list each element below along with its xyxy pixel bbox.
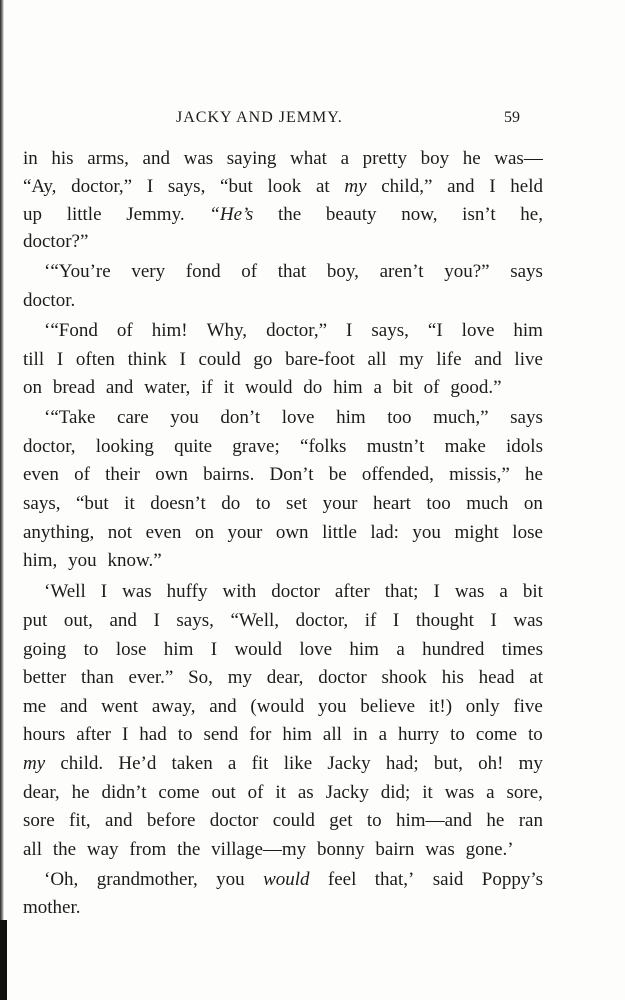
- word: all: [367, 349, 387, 370]
- word: I: [433, 581, 440, 602]
- word: doesn’t: [150, 493, 206, 514]
- word: know.”: [107, 550, 162, 571]
- word: him!: [151, 320, 188, 341]
- word: was: [122, 581, 152, 602]
- page-number: 59: [504, 109, 520, 126]
- word: and: [474, 349, 502, 370]
- word: and: [142, 148, 170, 169]
- word: it!): [428, 696, 453, 717]
- word: held: [510, 176, 543, 197]
- word: him: [282, 724, 312, 745]
- word: doctor,”: [266, 320, 328, 341]
- word: often: [75, 349, 115, 370]
- word: ‘“Take: [44, 407, 96, 428]
- word: than: [81, 667, 114, 688]
- word: looking: [95, 436, 154, 457]
- word: did;: [380, 782, 411, 803]
- word: you: [216, 869, 245, 890]
- word-italic: would: [263, 869, 310, 890]
- word: going: [23, 639, 67, 660]
- word: “Well,: [230, 610, 280, 631]
- word: think: [127, 349, 167, 370]
- text-line: [23, 347, 543, 373]
- word: I: [121, 724, 129, 745]
- word: bonny: [316, 839, 365, 860]
- word: “folks: [300, 436, 347, 457]
- word: send: [203, 724, 239, 745]
- word: too: [387, 407, 412, 428]
- word: says,: [23, 493, 61, 514]
- text-line: [23, 751, 543, 777]
- word: dear,: [266, 667, 304, 688]
- word: a: [486, 782, 495, 803]
- word: you: [317, 696, 347, 717]
- word: and: [109, 610, 137, 631]
- word: I: [392, 610, 400, 631]
- word: child,”: [381, 176, 433, 197]
- word: not: [107, 522, 133, 543]
- word: he: [71, 782, 90, 803]
- word: I: [179, 349, 186, 370]
- word: hurry: [398, 724, 440, 745]
- word: love: [461, 320, 495, 341]
- word: a: [227, 753, 237, 774]
- word: boy: [420, 148, 450, 169]
- word: mustn’t: [366, 436, 425, 457]
- word: Poppy’s: [481, 869, 543, 890]
- text-line: [23, 229, 543, 255]
- word: it: [223, 377, 235, 398]
- word: had: [139, 724, 167, 745]
- word: in: [23, 148, 38, 169]
- word: heart: [372, 493, 411, 514]
- word: out,: [63, 610, 93, 631]
- word: for: [249, 724, 272, 745]
- word: he: [524, 464, 543, 485]
- word: He’d: [118, 753, 157, 774]
- word: you?”: [444, 261, 490, 282]
- word: a: [373, 377, 382, 398]
- word: his: [441, 667, 464, 688]
- word: he,: [520, 204, 543, 225]
- word: shook: [381, 667, 427, 688]
- word: “but: [220, 176, 253, 197]
- word: head: [478, 667, 515, 688]
- word: doctor: [271, 581, 320, 602]
- word: better: [23, 667, 67, 688]
- word: feel: [327, 869, 357, 890]
- text-line: [23, 259, 543, 285]
- text-line: [23, 722, 543, 748]
- word: life: [436, 349, 462, 370]
- word: put: [23, 610, 48, 631]
- word: like: [283, 753, 313, 774]
- word: could: [272, 810, 315, 831]
- word: sore: [23, 810, 55, 831]
- word: at: [529, 667, 543, 688]
- word: before: [146, 810, 196, 831]
- word: Jemmy.: [126, 204, 185, 225]
- word: up: [23, 204, 42, 225]
- word: your: [322, 493, 358, 514]
- word: look: [267, 176, 302, 197]
- word: might: [454, 522, 499, 543]
- word: it: [422, 782, 433, 803]
- word: fond: [185, 261, 221, 282]
- word: on: [23, 377, 42, 398]
- text-line: [23, 318, 543, 344]
- word: grave;: [232, 436, 280, 457]
- running-title: JACKY AND JEMMY.: [176, 109, 343, 126]
- word: of: [241, 261, 258, 282]
- word: ‘“Fond: [44, 320, 98, 341]
- word: him: [513, 320, 543, 341]
- word: idols: [506, 436, 543, 457]
- word: was: [513, 610, 543, 631]
- word: with: [222, 581, 257, 602]
- word: of: [423, 377, 440, 398]
- word: Why,: [206, 320, 248, 341]
- word: ran: [518, 810, 543, 831]
- word: the: [277, 204, 302, 225]
- word: believe: [360, 696, 416, 717]
- text-line: [23, 867, 543, 893]
- text-line: [23, 780, 543, 806]
- word: and: [105, 810, 133, 831]
- word: I: [489, 176, 496, 197]
- word: do: [221, 493, 241, 514]
- word: care: [117, 407, 149, 428]
- word: water,: [144, 377, 191, 398]
- word: “but: [75, 493, 109, 514]
- word: ‘Oh,: [44, 869, 79, 890]
- word: after: [76, 724, 112, 745]
- word: come: [475, 724, 518, 745]
- word: bit: [522, 581, 543, 602]
- word: gone.’: [465, 839, 514, 860]
- word: of: [247, 782, 264, 803]
- word: was: [454, 581, 485, 602]
- word: doctor,”: [71, 176, 133, 197]
- word: my: [399, 349, 424, 370]
- word: said: [432, 869, 464, 890]
- word: went: [101, 696, 139, 717]
- word: Jacky: [327, 753, 371, 774]
- word: offended,: [361, 464, 434, 485]
- word: missis,”: [449, 464, 510, 485]
- word: bairn: [375, 839, 415, 860]
- word: in: [352, 724, 368, 745]
- word: “Ay,: [23, 176, 57, 197]
- word: taken: [171, 753, 213, 774]
- word: Don’t: [269, 464, 314, 485]
- text-line: [23, 434, 543, 460]
- word: saying: [226, 148, 277, 169]
- word: all: [322, 724, 342, 745]
- word: Jacky: [325, 782, 369, 803]
- word: says,: [167, 176, 206, 197]
- word: much: [466, 493, 509, 514]
- word: says,: [176, 610, 214, 631]
- word: anything,: [23, 522, 95, 543]
- word: lose: [512, 522, 543, 543]
- word: was: [444, 782, 475, 803]
- word: pretty: [362, 148, 407, 169]
- text-line: [23, 637, 543, 663]
- word: that,’: [374, 869, 415, 890]
- word: love: [281, 407, 315, 428]
- text-line: [23, 895, 543, 921]
- word: sore,: [506, 782, 543, 803]
- text-line: [23, 146, 543, 172]
- word: says: [510, 261, 543, 282]
- text-line: [23, 462, 543, 488]
- text-line: [23, 288, 543, 314]
- word: doctor.: [23, 290, 76, 311]
- word: So,: [188, 667, 213, 688]
- word: would: [244, 377, 293, 398]
- word: and: [105, 377, 134, 398]
- word: arms,: [87, 148, 129, 169]
- word: fit,: [69, 810, 91, 831]
- word: (would: [250, 696, 305, 717]
- word: that: [277, 261, 307, 282]
- word: if: [201, 377, 213, 398]
- word: he: [486, 810, 505, 831]
- word: their: [105, 464, 140, 485]
- word: too: [426, 493, 451, 514]
- word: the: [52, 839, 77, 860]
- word: but,: [433, 753, 463, 774]
- word-italic: “He’s: [209, 204, 254, 225]
- word: now,: [401, 204, 438, 225]
- word: a: [340, 148, 350, 169]
- word: ‘Well: [44, 581, 86, 602]
- word: ‘“You’re: [44, 261, 111, 282]
- word: and: [59, 696, 88, 717]
- text-line: [23, 837, 543, 863]
- text-line: [23, 405, 543, 431]
- page-edge-shadow: [0, 0, 4, 1000]
- word: I: [210, 639, 218, 660]
- word: his: [51, 148, 74, 169]
- word: to: [450, 724, 465, 745]
- word: my: [518, 753, 543, 774]
- word: times: [501, 639, 543, 660]
- word: him: [163, 639, 194, 660]
- word: lose: [115, 639, 147, 660]
- text-line: [23, 608, 543, 634]
- word: hundred: [422, 639, 485, 660]
- word: my: [227, 667, 252, 688]
- word: live: [514, 349, 543, 370]
- word: thought: [415, 610, 474, 631]
- word: love: [299, 639, 333, 660]
- text-line: [23, 491, 543, 517]
- word: bread: [52, 377, 96, 398]
- running-head: [0, 109, 625, 133]
- word: after: [334, 581, 370, 602]
- text-line: [23, 808, 543, 834]
- word: I: [56, 349, 64, 370]
- word: grandmother,: [96, 869, 198, 890]
- word: away,: [151, 696, 196, 717]
- word: was: [425, 839, 455, 860]
- word: all: [23, 839, 42, 860]
- word: go: [253, 349, 273, 370]
- word: could: [198, 349, 241, 370]
- word-italic: my: [344, 176, 367, 197]
- word: he: [462, 148, 481, 169]
- word: didn’t: [101, 782, 147, 803]
- word: on: [523, 493, 543, 514]
- word: own: [275, 522, 309, 543]
- text-line: [23, 202, 543, 228]
- word: of: [74, 464, 90, 485]
- word: to: [83, 639, 99, 660]
- word: says: [510, 407, 543, 428]
- word: if: [364, 610, 377, 631]
- word: even: [23, 464, 59, 485]
- word: huffy: [166, 581, 208, 602]
- word: quite: [174, 436, 213, 457]
- word: aren’t: [379, 261, 424, 282]
- word: own: [155, 464, 188, 485]
- word: till: [23, 349, 45, 370]
- word: would: [234, 639, 282, 660]
- word: that;: [384, 581, 419, 602]
- word: bairns.: [203, 464, 255, 485]
- text-line: [23, 548, 543, 574]
- word: it: [275, 782, 286, 803]
- word: much,”: [433, 407, 489, 428]
- word: it: [124, 493, 135, 514]
- word: get: [329, 810, 353, 831]
- word: to: [366, 810, 382, 831]
- text-line: [23, 694, 543, 720]
- word: a: [396, 639, 405, 660]
- word: fit: [251, 753, 269, 774]
- word: ever.”: [128, 667, 174, 688]
- text-line: [23, 520, 543, 546]
- word: child.: [60, 753, 104, 774]
- word: don’t: [220, 407, 261, 428]
- word: the: [177, 839, 201, 860]
- word: very: [131, 261, 166, 282]
- word: only: [465, 696, 500, 717]
- word: little: [66, 204, 102, 225]
- text-line: [23, 174, 543, 200]
- word: hours: [23, 724, 66, 745]
- word: and: [209, 696, 237, 717]
- word: to: [255, 493, 271, 514]
- word: him: [333, 377, 363, 398]
- word: dear,: [23, 782, 60, 803]
- word: to: [528, 724, 543, 745]
- word: was—: [494, 148, 543, 169]
- word: doctor: [318, 667, 367, 688]
- word: beauty: [325, 204, 377, 225]
- word: do: [303, 377, 323, 398]
- word: make: [444, 436, 486, 457]
- word: out: [211, 782, 236, 803]
- text-line: [23, 665, 543, 691]
- word: even: [145, 522, 182, 543]
- text-line: [23, 375, 543, 401]
- word: I: [346, 320, 353, 341]
- word: I: [490, 610, 497, 631]
- word: to: [177, 724, 193, 745]
- word: from: [129, 839, 167, 860]
- page-edge-binding: [0, 920, 7, 1000]
- word: doctor: [209, 810, 259, 831]
- word: was: [183, 148, 214, 169]
- word: your: [227, 522, 263, 543]
- word: doctor,: [23, 436, 76, 457]
- word: I: [153, 610, 160, 631]
- word: doctor?”: [23, 231, 89, 252]
- word: a: [378, 724, 388, 745]
- word: him: [336, 407, 366, 428]
- word: you: [68, 550, 97, 571]
- word: had;: [385, 753, 419, 774]
- word: bare-foot: [285, 349, 355, 370]
- word: what: [290, 148, 327, 169]
- word-italic: my: [23, 753, 46, 774]
- word: isn’t: [462, 204, 496, 225]
- word: boy,: [326, 261, 359, 282]
- word: come: [158, 782, 200, 803]
- word: me: [23, 696, 47, 717]
- word: him: [349, 639, 379, 660]
- word: you: [412, 522, 441, 543]
- word: oh!: [478, 753, 504, 774]
- word: of: [116, 320, 133, 341]
- word: says,: [371, 320, 409, 341]
- word: him,: [23, 550, 58, 571]
- word: a: [499, 581, 508, 602]
- word: mother.: [23, 897, 81, 918]
- word: be: [328, 464, 347, 485]
- word: doctor,: [295, 610, 349, 631]
- word: village—my: [211, 839, 307, 860]
- word: at: [315, 176, 330, 197]
- word: and: [447, 176, 475, 197]
- text-line: [23, 579, 543, 605]
- word: lad:: [370, 522, 399, 543]
- word: “I: [427, 320, 443, 341]
- word: on: [194, 522, 214, 543]
- word: I: [146, 176, 154, 197]
- word: bit: [392, 377, 413, 398]
- word: as: [297, 782, 314, 803]
- word: little: [322, 522, 357, 543]
- word: good.”: [450, 377, 502, 398]
- word: set: [286, 493, 308, 514]
- word: him—and: [396, 810, 473, 831]
- word: you: [170, 407, 199, 428]
- word: I: [100, 581, 108, 602]
- word: five: [513, 696, 543, 717]
- word: way: [86, 839, 119, 860]
